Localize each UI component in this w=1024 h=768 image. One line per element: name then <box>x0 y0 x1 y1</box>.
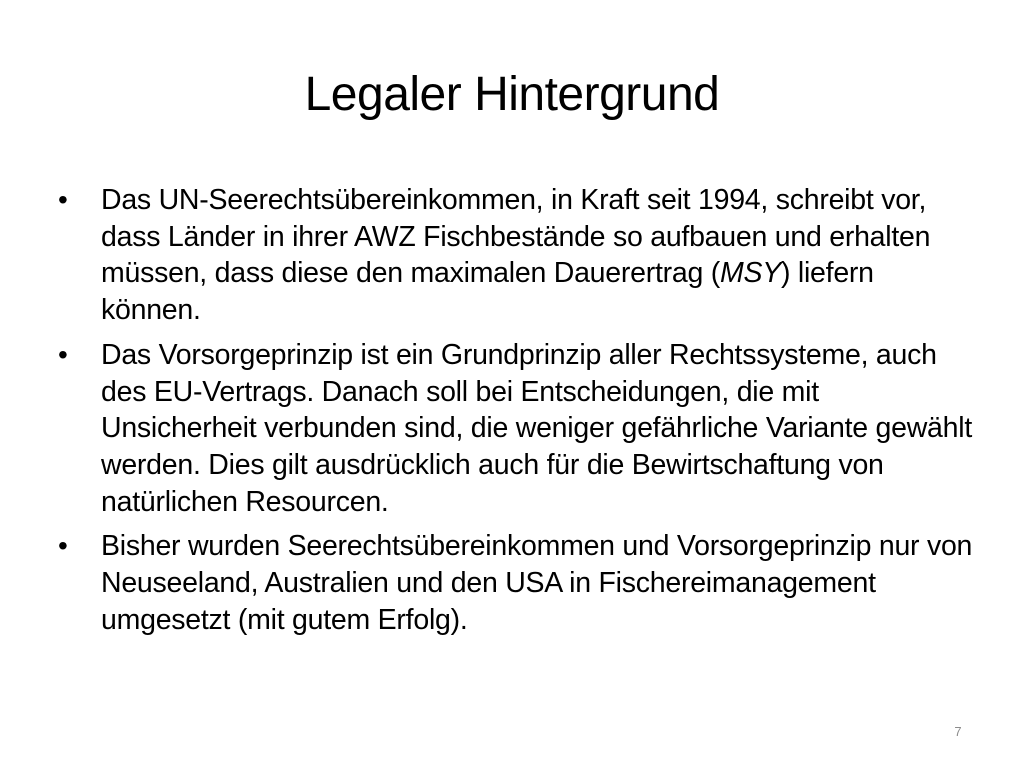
msy-emphasis: MSY <box>719 257 781 290</box>
slide-title: Legaler Hintergrund <box>304 68 720 121</box>
bullet-dot-icon: • <box>58 530 68 562</box>
bullet-dot-icon: • <box>58 338 68 370</box>
bullet-text-part: ) liefern können. <box>101 257 874 327</box>
bullet-item-precautionary-principle <box>58 337 976 521</box>
page-number: 7 <box>954 724 962 739</box>
bullet-list <box>58 182 976 646</box>
bullet-dot-icon: • <box>58 184 68 215</box>
bullet-text-part: Das UN-Seerechtsübereinkommen, in Kraft seit 1994, schreibt vor, dass Länder in ihrer AWZ Fischbestände so aufbauen und erhalten müssen, dass diese den maximalen Dauerertrag ( <box>101 184 931 290</box>
bullet-text: Bisher wurden Seerechtsübereinkommen und Vorsorgeprinzip nur von Neuseeland, Australien und den USA in Fischereimanagement umgesetzt (mit gutem Erfolg). <box>101 530 973 636</box>
bullet-item-implementation <box>58 528 976 638</box>
bullet-text: Das Vorsorgeprinzip ist ein Grundprinzip aller Rechtssysteme, auch des EU-Vertrags. Danach soll bei Entscheidungen, die mit Unsicherheit verbunden sind, die weniger gefährliche Variante gewählt werden. Dies gilt ausdrücklich auch für die Bewirtschaftung von natürlichen Resourcen. <box>101 338 973 518</box>
bullet-item-unclos <box>58 182 976 329</box>
